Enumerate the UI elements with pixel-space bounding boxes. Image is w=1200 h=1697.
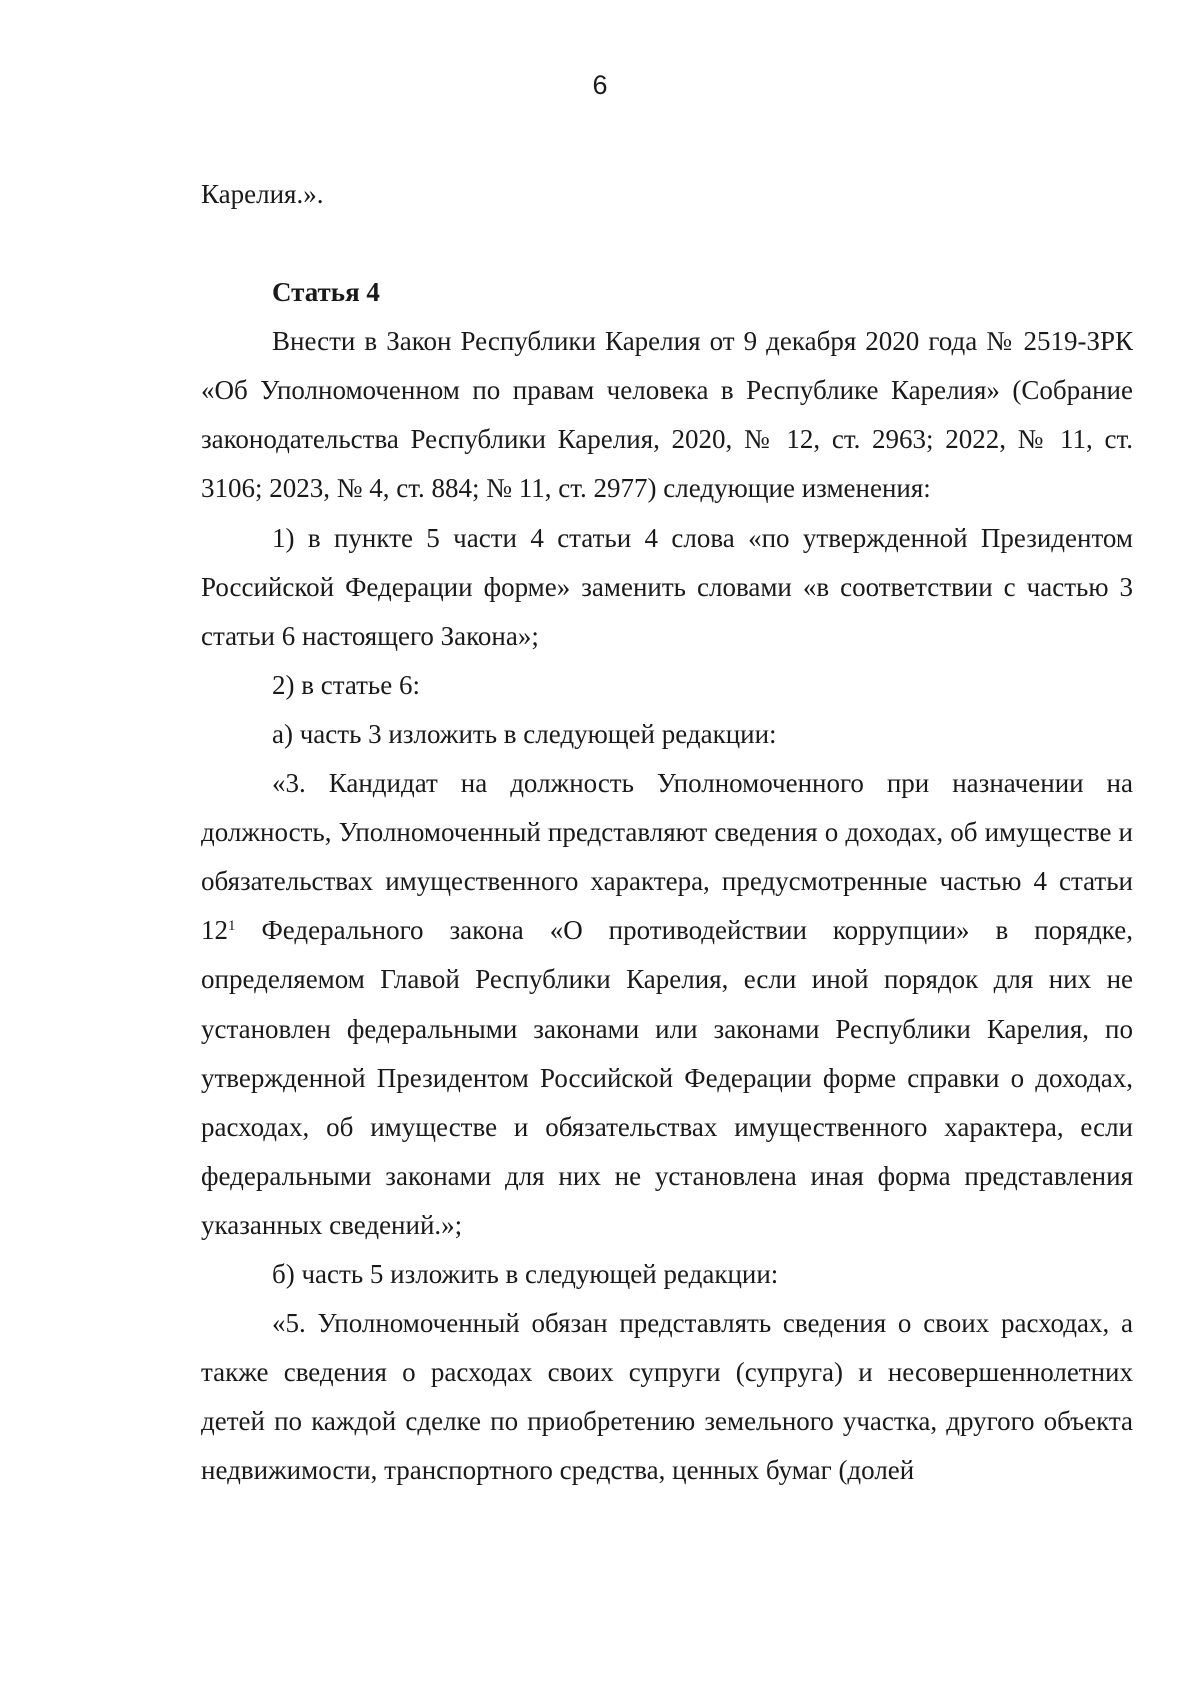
sub-item-a: а) часть 3 изложить в следующей редакции:: [272, 718, 777, 749]
list-item-2: 2) в статье 6:: [272, 669, 420, 700]
quoted-part-3-text-b: Федерального закона «О противодействии коррупции» в порядке, определяемом Главой Республики Карелия, если иной порядок для них не установлен федеральными законами или законами Республики Карелия, по утвержденной Президентом Российской Федерации форме справки о доходах, расходах, об имуществе и обязательствах имущественного характера, если федеральными законами для них не установлена иная форма представления указанных сведений.»;: [201, 915, 1133, 1240]
quoted-part-5: «5. Уполномоченный обязан представлять сведения о своих расходах, а также сведения о расходах своих супруги (супруга) и несовершеннолетних детей по каждой сделке по приобретению земельного участка, другого объекта недвижимости, транспортного средства, ценных бумаг (долей: [201, 1308, 1133, 1486]
quoted-part-3: [201, 759, 1133, 1250]
lead-text: Карелия.».: [201, 179, 324, 209]
list-item-1: 1) в пункте 5 части 4 статьи 4 слова «по утвержденной Президентом Российской Федерации форме» заменить словами «в соответствии с частью 3 статьи 6 настоящего Закона»;: [201, 522, 1133, 651]
superscript-index: 1: [228, 918, 236, 935]
sub-item-b: б) часть 5 изложить в следующей редакции:: [272, 1258, 779, 1289]
document-body: [201, 170, 1133, 1495]
article-intro-paragraph: Внести в Закон Республики Карелия от 9 декабря 2020 года № 2519-ЗРК «Об Уполномоченном по правам человека в Республике Карелия» (Собрание законодательства Республики Карелия, 2020, № 12, ст. 2963; 2022, № 11, ст. 3106; 2023, № 4, ст. 884; № 11, ст. 2977) следующие изменения:: [201, 326, 1133, 504]
article-heading: Статья 4: [272, 277, 380, 308]
page-number: 6: [592, 70, 608, 100]
quoted-part-3-text-a: «3. Кандидат на должность Уполномоченного при назначении на должность, Уполномоченный представляют сведения о доходах, об имуществе и обязательствах имущественного характера, предусмотренные частью 4 статьи 12: [201, 768, 1133, 946]
